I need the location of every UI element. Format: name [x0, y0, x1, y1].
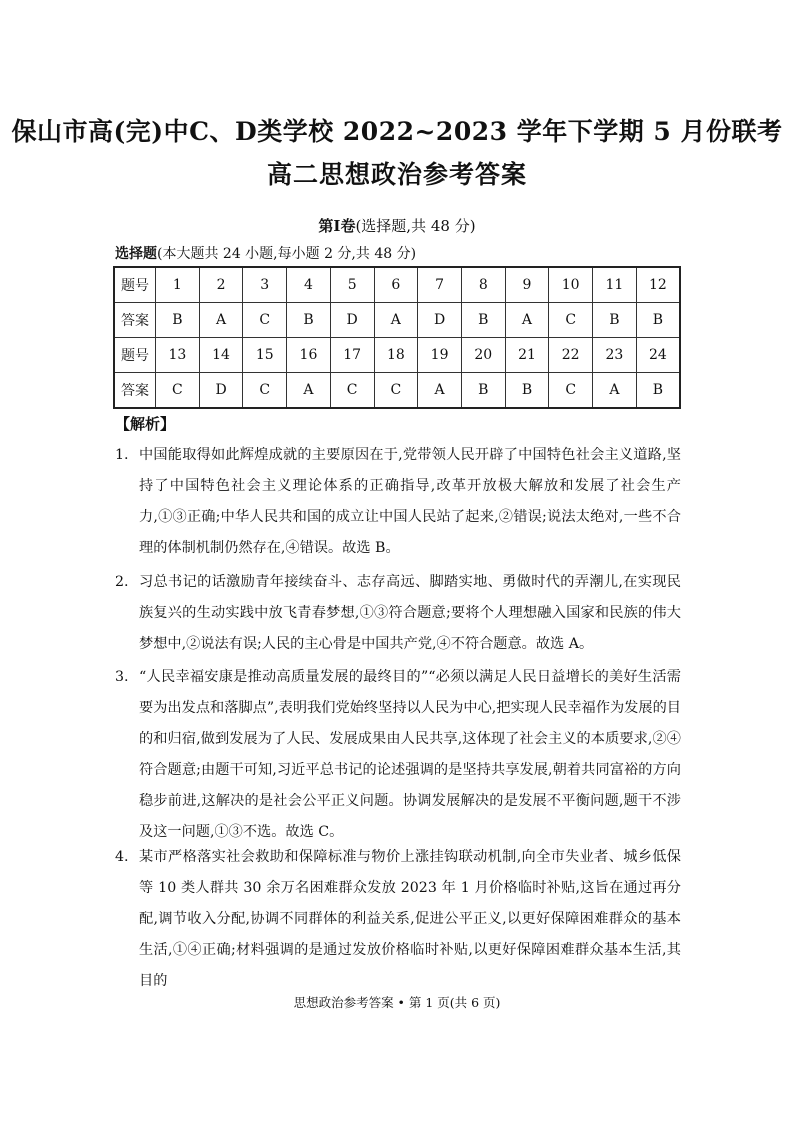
- table-row-answers-2: [114, 373, 680, 409]
- answer-cell: C: [330, 373, 374, 409]
- exam-subtitle: 高二思想政治参考答案: [266, 160, 527, 189]
- answer-cell: A: [287, 373, 331, 409]
- answer-cell: B: [593, 303, 637, 338]
- question-number: 14: [199, 338, 243, 373]
- question-number: 4: [287, 267, 331, 303]
- answer-cell: C: [549, 373, 593, 409]
- answer-cell: C: [156, 373, 200, 409]
- question-number: 16: [287, 338, 331, 373]
- choice-label: 选择题: [115, 246, 157, 262]
- answer-cell: B: [287, 303, 331, 338]
- answer-cell: A: [374, 303, 418, 338]
- answer-cell: C: [374, 373, 418, 409]
- answer-cell: C: [243, 303, 287, 338]
- answer-cell: A: [505, 303, 549, 338]
- analysis-item-2: [115, 567, 681, 660]
- answer-cell: B: [156, 303, 200, 338]
- question-number: 11: [593, 267, 637, 303]
- page-footer: 思想政治参考答案 • 第 1 页(共 6 页): [293, 995, 501, 1010]
- exam-title: 保山市高(完)中C、D类学校 2022~2023 学年下学期 5 月份联考: [11, 117, 783, 146]
- question-number: 12: [636, 267, 680, 303]
- question-number: 2: [199, 267, 243, 303]
- answer-table: [113, 266, 681, 409]
- question-number: 7: [418, 267, 462, 303]
- item-number: 4.: [115, 849, 129, 865]
- answer-cell: A: [199, 303, 243, 338]
- item-number: 3.: [115, 669, 129, 685]
- answer-cell: A: [593, 373, 637, 409]
- answer-cell: D: [199, 373, 243, 409]
- question-number: 6: [374, 267, 418, 303]
- table-row-numbers-2: [114, 338, 680, 373]
- table-row-numbers-1: [114, 267, 680, 303]
- analysis-item-4: [115, 842, 681, 997]
- item-text: 中国能取得如此辉煌成就的主要原因在于,党带领人民开辟了中国特色社会主义道路,坚持了中国特色社会主义理论体系的正确指导,改革开放极大解放和发展了社会生产力,①③正确;中华人民共和国的成立让中国人民站了起来,②错误;说法太绝对,一些不合理的体制机制仍然存在,④错误。故选 B。: [139, 447, 681, 556]
- item-number: 1.: [115, 447, 129, 463]
- row-label: 答案: [114, 303, 156, 338]
- question-number: 20: [461, 338, 505, 373]
- choice-intro: [115, 243, 416, 263]
- table-row-answers-1: [114, 303, 680, 338]
- section-subtitle: (选择题,共 48 分): [355, 217, 476, 235]
- section-label: 第Ⅰ卷: [318, 217, 356, 235]
- question-number: 18: [374, 338, 418, 373]
- item-text: 某市严格落实社会救助和保障标准与物价上涨挂钩联动机制,向全市失业者、城乡低保等 10 类人群共 30 余万名困难群众发放 2023 年 1 月价格临时补贴,这旨在通过再分配,调节收入分配,协调不同群体的利益关系,促进公平正义,以更好保障困难群众的基本生活,①④正确;材料强调的是通过发放价格临时补贴,以更好保障困难群众基本生活,其目的: [139, 849, 681, 989]
- analysis-item-3: [115, 662, 681, 848]
- section-heading: [0, 215, 794, 236]
- answer-cell: C: [549, 303, 593, 338]
- question-number: 21: [505, 338, 549, 373]
- question-number: 10: [549, 267, 593, 303]
- question-number: 22: [549, 338, 593, 373]
- question-number: 9: [505, 267, 549, 303]
- row-label: 答案: [114, 373, 156, 409]
- answer-cell: D: [330, 303, 374, 338]
- choice-note: (本大题共 24 小题,每小题 2 分,共 48 分): [157, 246, 417, 262]
- item-text: 习总书记的话激励青年接续奋斗、志存高远、脚踏实地、勇做时代的弄潮儿,在实现民族复兴的生动实践中放飞青春梦想,①③符合题意;要将个人理想融入国家和民族的伟大梦想中,②说法有误;人民的主心骨是中国共产党,④不符合题意。故选 A。: [139, 574, 681, 652]
- question-number: 19: [418, 338, 462, 373]
- item-text: “人民幸福安康是推动高质量发展的最终目的”“必须以满足人民日益增长的美好生活需要为出发点和落脚点”,表明我们党始终坚持以人民为中心,把实现人民幸福作为发展的目的和归宿,做到发展为了人民、发展成果由人民共享,这体现了社会主义的本质要求,②④符合题意;由题干可知,习近平总书记的论述强调的是坚持共享发展,朝着共同富裕的方向稳步前进,这解决的是社会公平正义问题。协调发展解决的是发展不平衡问题,题干不涉及这一问题,①③不选。故选 C。: [139, 669, 681, 840]
- answer-cell: A: [418, 373, 462, 409]
- answer-cell: C: [243, 373, 287, 409]
- answer-cell: B: [636, 373, 680, 409]
- row-label: 题号: [114, 338, 156, 373]
- question-number: 23: [593, 338, 637, 373]
- answer-cell: B: [505, 373, 549, 409]
- item-number: 2.: [115, 574, 129, 590]
- question-number: 13: [156, 338, 200, 373]
- question-number: 1: [156, 267, 200, 303]
- answer-cell: B: [636, 303, 680, 338]
- question-number: 3: [243, 267, 287, 303]
- question-number: 15: [243, 338, 287, 373]
- question-number: 17: [330, 338, 374, 373]
- question-number: 8: [461, 267, 505, 303]
- row-label: 题号: [114, 267, 156, 303]
- question-number: 5: [330, 267, 374, 303]
- answer-cell: B: [461, 303, 505, 338]
- question-number: 24: [636, 338, 680, 373]
- answer-cell: D: [418, 303, 462, 338]
- analysis-item-1: [115, 440, 681, 564]
- analysis-heading: 【解析】: [115, 415, 176, 433]
- answer-cell: B: [461, 373, 505, 409]
